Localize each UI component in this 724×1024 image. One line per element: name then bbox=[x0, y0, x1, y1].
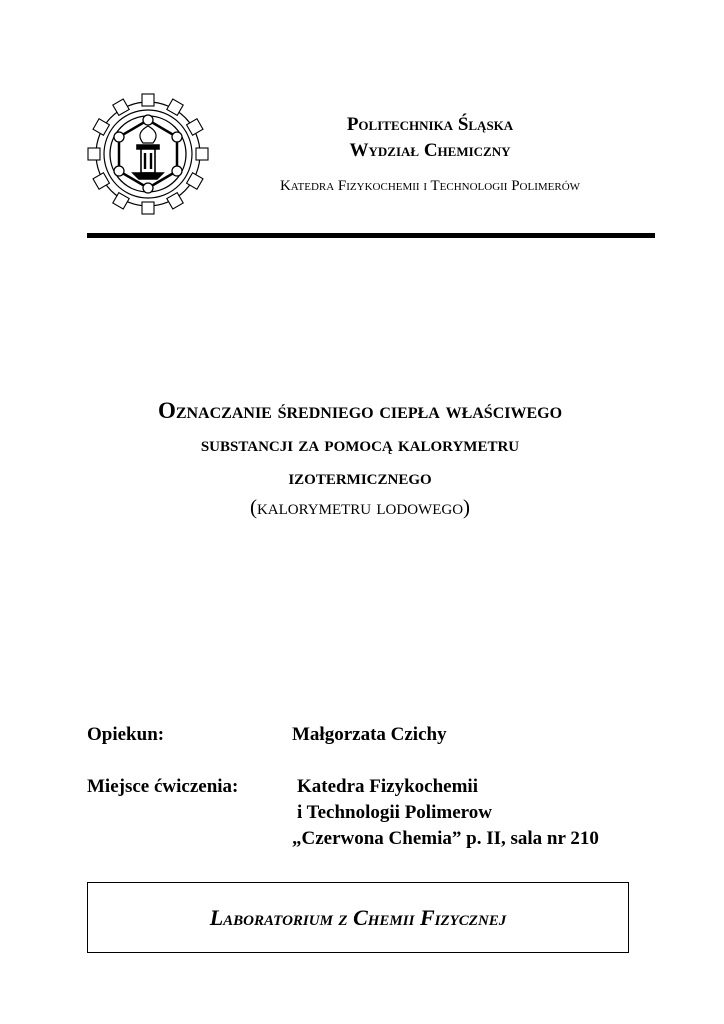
document-subtitle: (kalorymetru lodowego) bbox=[249, 495, 471, 519]
supervisor-value: Małgorzata Czichy bbox=[292, 724, 447, 745]
place-label: Miejsce ćwiczenia: bbox=[87, 776, 239, 797]
lab-title-box bbox=[87, 882, 629, 953]
faculty-name: Wydział Chemiczny bbox=[349, 140, 511, 161]
place-value-line-1: Katedra Fizykochemii bbox=[297, 776, 478, 797]
supervisor-label: Opiekun: bbox=[87, 724, 165, 745]
document-title-line-1: Oznaczanie średniego ciepła właściwego bbox=[157, 398, 563, 423]
document-title-line-2: substancji za pomocą kalorymetru bbox=[200, 432, 520, 456]
lab-title: Laboratorium z Chemii Fizycznej bbox=[209, 904, 507, 930]
header-divider bbox=[87, 233, 655, 238]
university-emblem-icon bbox=[87, 93, 209, 215]
document-title-line-3: izotermicznego bbox=[288, 465, 432, 489]
university-name: Politechnika Śląska bbox=[346, 114, 514, 135]
place-value-line-2: i Technologii Polimerow bbox=[297, 802, 492, 823]
place-value-line-3: „Czerwona Chemia” p. II, sala nr 210 bbox=[292, 828, 599, 849]
department-name: Katedra Fizykochemii i Technologii Polimerów bbox=[279, 178, 581, 194]
